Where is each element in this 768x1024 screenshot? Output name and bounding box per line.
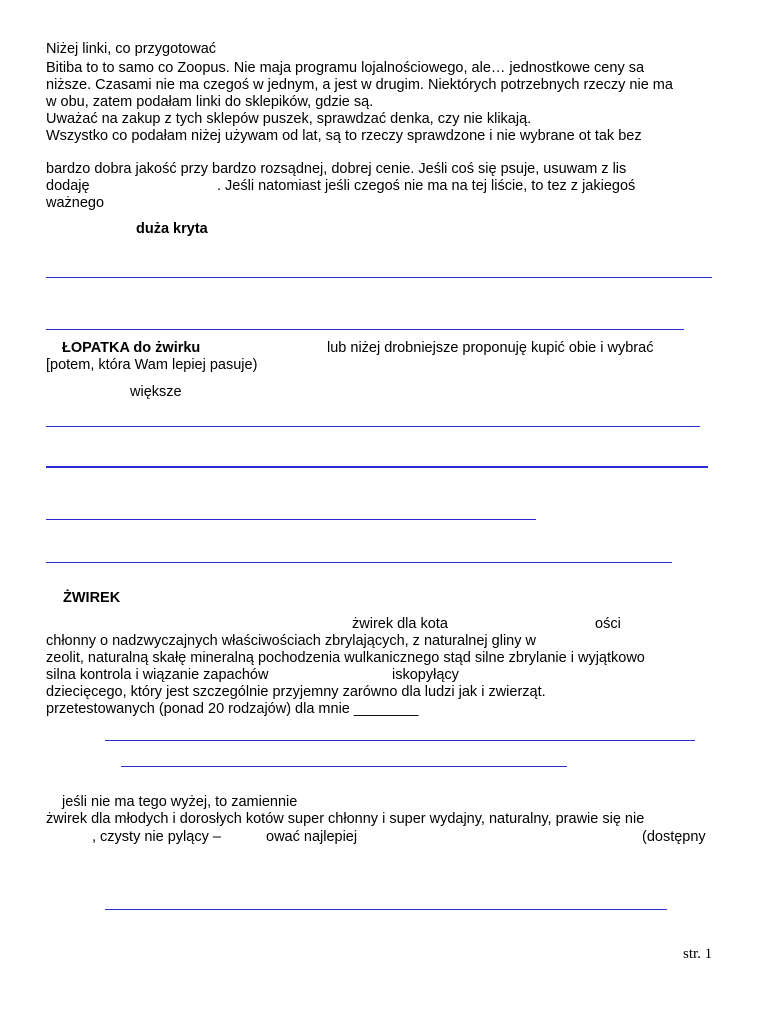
intro-line: Wszystko co podałam niżej używam od lat, są to rzeczy sprawdzone i nie wybrane ot tak bez [46, 128, 642, 144]
page-number: str. 1 [683, 946, 713, 962]
alternative-line: , czysty nie pylący – [92, 829, 221, 845]
litter-line: dziecięcego, który jest szczególnie przyjemny zarówno dla ludzi jak i zwierząt. [46, 684, 546, 700]
litter-line: ości [595, 616, 621, 632]
product-link-line[interactable] [46, 466, 708, 468]
product-link-line[interactable] [46, 329, 684, 330]
intro-line: Niżej linki, co przygotować [46, 41, 217, 57]
litter-line: żwirek dla kota [352, 616, 448, 632]
scoop-bigger-label: większe [130, 384, 182, 400]
litter-box-label: duża kryta [136, 221, 208, 237]
product-link-line[interactable] [46, 426, 700, 427]
product-link-line[interactable] [46, 277, 712, 278]
litter-line: iskopyłący [392, 667, 459, 683]
scoop-label: ŁOPATKA do żwirku [62, 340, 201, 356]
product-link-line[interactable] [105, 740, 695, 741]
litter-line: chłonny o nadzwyczajnych właściwościach zbrylających, z naturalnej gliny w [46, 633, 536, 649]
product-link-line[interactable] [105, 909, 667, 910]
quality-line: ważnego [46, 195, 105, 211]
intro-line: niższe. Czasami nie ma czegoś w jednym, a jest w drugim. Niektórych potrzebnych rzeczy nie ma [46, 77, 673, 93]
litter-line: zeolit, naturalną skałę mineralną pochodzenia wulkanicznego stąd silne zbrylanie i wyjątkowo [46, 650, 645, 666]
product-link-line[interactable] [121, 766, 567, 767]
quality-line: dodaję [46, 178, 90, 194]
quality-line: . Jeśli natomiast jeśli czegoś nie ma na tej liście, to tez z jakiegoś [217, 178, 636, 194]
alternative-line: jeśli nie ma tego wyżej, to zamiennie [62, 794, 298, 810]
product-link-line[interactable] [46, 519, 536, 520]
litter-line: silna kontrola i wiązanie zapachów [46, 667, 269, 683]
intro-line: w obu, zatem podałam linki do sklepików, gdzie są. [46, 94, 374, 110]
alternative-line: (dostępny [642, 829, 706, 845]
alternative-line: ować najlepiej [266, 829, 358, 845]
litter-heading: ŻWIREK [63, 590, 121, 606]
product-link-line[interactable] [46, 562, 672, 563]
litter-line: przetestowanych (ponad 20 rodzajów) dla mnie ________ [46, 701, 419, 717]
alternative-line: żwirek dla młodych i dorosłych kotów super chłonny i super wydajny, naturalny, prawie się nie [46, 811, 645, 827]
intro-line: Bitiba to to samo co Zoopus. Nie maja programu lojalnościowego, ale… jednostkowe ceny sa [46, 60, 645, 76]
scoop-note: [potem, która Wam lepiej pasuje) [46, 357, 258, 373]
intro-line: Uważać na zakup z tych sklepów puszek, sprawdzać denka, czy nie klikają. [46, 111, 532, 127]
quality-line: bardzo dobra jakość przy bardzo rozsądnej, dobrej cenie. Jeśli coś się psuje, usuwam z lis [46, 161, 627, 177]
scoop-note: lub niżej drobniejsze proponuję kupić obie i wybrać [327, 340, 654, 356]
